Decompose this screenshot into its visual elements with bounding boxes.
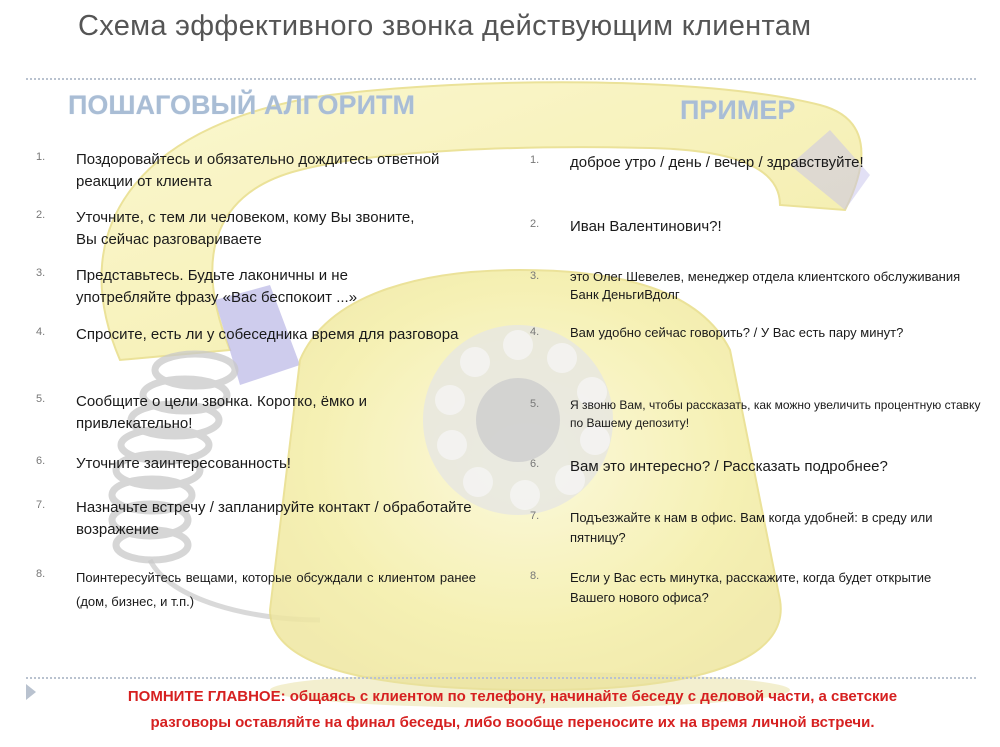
step-number: 5. <box>530 398 540 410</box>
step-number: 6. <box>530 458 540 470</box>
step-text: Уточните, с тем ли человеком, кому Вы звоните, Вы сейчас разговариваете <box>76 209 415 248</box>
step-number: 7. <box>530 510 540 522</box>
step-number: 8. <box>36 568 46 580</box>
page-title: Схема эффективного звонка действующим клиентам <box>78 10 812 42</box>
step-number: 5. <box>36 393 46 405</box>
algorithm-heading: ПОШАГОВЫЙ АЛГОРИТМ <box>68 90 415 120</box>
step-number: 1. <box>530 154 540 166</box>
step-text: Подъезжайте к нам в офис. Вам когда удобней: в среду или пятницу? <box>570 510 933 545</box>
arrow-right-icon <box>26 684 36 700</box>
step-text: Если у Вас есть минутка, расскажите, когда будет открытие Вашего нового офиса? <box>570 570 932 605</box>
step-number: 4. <box>36 326 46 338</box>
step-number: 3. <box>530 270 540 282</box>
top-divider <box>26 78 976 80</box>
step-text: Назначьте встречу / запланируйте контакт / обработайте возражение <box>76 499 472 538</box>
step-number: 3. <box>36 267 46 279</box>
step-text: это Олег Шевелев, менеджер отдела клиентского обслуживания Банк ДеньгиВдолг <box>570 269 961 302</box>
step-text: Представьтесь. Будьте лаконичны и не употребляйте фразу «Вас беспокоит ...» <box>76 267 358 306</box>
step-text: доброе утро / день / вечер / здравствуйте! <box>570 154 864 171</box>
step-number: 2. <box>36 209 46 221</box>
step-text: Иван Валентинович?! <box>570 218 722 235</box>
reminder-note <box>40 684 985 736</box>
step-text: Вам это интересно? / Рассказать подробнее? <box>570 458 888 475</box>
step-text: Вам удобно сейчас говорить? / У Вас есть пару минут? <box>570 325 904 340</box>
step-number: 8. <box>530 570 540 582</box>
step-text: Поинтересуйтесь вещами, которые обсуждали с клиентом ранее (дом, бизнес, и т.п.) <box>76 570 476 609</box>
step-text: Спросите, есть ли у собеседника время для разговора <box>76 326 459 343</box>
reminder-line: разговоры оставляйте на финал беседы, либо вообще переносите их на время личной встречи. <box>150 714 875 731</box>
step-number: 4. <box>530 326 540 338</box>
step-number: 1. <box>36 151 46 163</box>
example-heading: ПРИМЕР <box>680 95 796 125</box>
step-text: Поздоровайтесь и обязательно дождитесь ответной реакции от клиента <box>76 151 440 190</box>
step-text: Уточните заинтересованность! <box>76 455 291 472</box>
step-number: 7. <box>36 499 46 511</box>
step-number: 6. <box>36 455 46 467</box>
reminder-line: ПОМНИТЕ ГЛАВНОЕ: общаясь с клиентом по телефону, начинайте беседу с деловой части, а светские <box>127 688 898 705</box>
bottom-divider <box>26 677 976 679</box>
step-text: Я звоню Вам, чтобы рассказать, как можно увеличить процентную ставку по Вашему депозиту! <box>570 398 981 430</box>
step-text: Сообщите о цели звонка. Коротко, ёмко и привлекательно! <box>76 393 367 432</box>
step-number: 2. <box>530 218 540 230</box>
